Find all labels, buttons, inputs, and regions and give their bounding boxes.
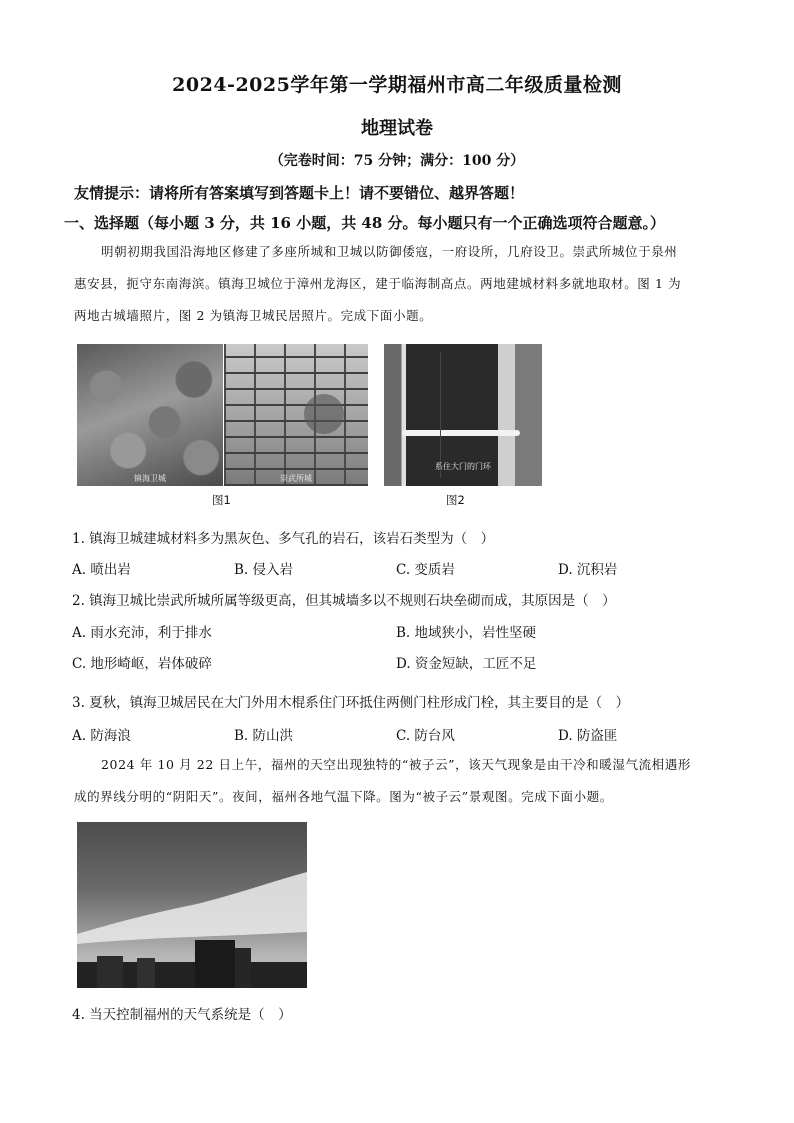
question-2-option-c: C. 地形崎岖，岩体破碎 — [72, 656, 212, 672]
question-3-option-d: D. 防盗匪 — [558, 728, 618, 744]
photo-zhenhai-wall — [77, 344, 223, 486]
fig1-caption: 图1 — [212, 493, 231, 507]
passage1-line1: 明朝初期我国沿海地区修建了多座所城和卫城以防御倭寇，一府设所，几府设卫。崇武所城位于泉州 — [101, 244, 678, 259]
question-3-option-a: A. 防海浪 — [72, 728, 131, 744]
question-2-option-b: B. 地域狭小，岩性坚硬 — [396, 625, 537, 641]
question-4-stem: 4. 当天控制福州的天气系统是（ ） — [72, 1007, 292, 1023]
exam-title: 2024-2025学年第一学期福州市高二年级质量检测 — [172, 74, 622, 96]
question-3-stem: 3. 夏秋，镇海卫城居民在大门外用木棍系住门环抵住两侧门柱形成门栓，其主要目的是（ ） — [72, 695, 630, 711]
passage2-line1: 2024 年 10 月 22 日上午，福州的天空出现独特的“被子云”，该天气现象是由干冷和暖湿气流相遇形 — [101, 757, 691, 772]
photo-door — [384, 344, 542, 486]
photo-chongwu-wall — [224, 344, 368, 486]
section-heading: 一、选择题（每小题 3 分，共 16 小题，共 48 分。每小题只有一个正确选项符合题意。） — [64, 214, 666, 232]
wooden-bar — [402, 430, 520, 436]
building-shape-2 — [235, 948, 251, 988]
building-shape-4 — [137, 958, 155, 988]
friendly-tip: 友情提示：请将所有答案填写到答题卡上！请不要错位、越界答题！ — [74, 184, 525, 202]
photo-quilt-cloud — [77, 822, 307, 988]
question-1-option-b: B. 侵入岩 — [234, 562, 294, 578]
question-1-option-c: C. 变质岩 — [396, 562, 455, 578]
time-note: （完卷时间：75 分钟；满分：100 分） — [269, 153, 525, 169]
passage2-line2: 成的界线分明的“阴阳天”。夜间，福州各地气温下降。图为“被子云”景观图。完成下面小题。 — [74, 789, 613, 804]
question-3-option-c: C. 防台风 — [396, 728, 455, 744]
question-1-stem: 1. 镇海卫城建城材料多为黑灰色、多气孔的岩石，该岩石类型为（ ） — [72, 531, 495, 547]
shrub-shape — [304, 394, 344, 434]
question-1-option-a: A. 喷出岩 — [72, 562, 131, 578]
cloud-edge-shape — [77, 872, 307, 944]
question-2-stem: 2. 镇海卫城比崇武所城所属等级更高，但其城墙多以不规则石块垒砌而成，其原因是（ ） — [72, 593, 616, 609]
fig2-caption: 图2 — [446, 493, 465, 507]
question-2-option-d: D. 资金短缺，工匠不足 — [396, 656, 537, 672]
passage1-line3: 两地古城墙照片，图 2 为镇海卫城民居照片。完成下面小题。 — [74, 308, 433, 323]
question-3-option-b: B. 防山洪 — [234, 728, 294, 744]
cloud-scene-svg — [77, 822, 307, 988]
exam-subject: 地理试卷 — [361, 118, 433, 139]
building-shape — [195, 940, 235, 988]
question-2-option-a: A. 雨水充沛，利于排水 — [72, 625, 212, 641]
door-seam — [440, 352, 441, 478]
question-1-option-d: D. 沉积岩 — [558, 562, 618, 578]
photo-door-label: 系住大门的门环 — [435, 462, 491, 471]
passage1-line2: 惠安县，扼守东南海滨。镇海卫城位于漳州龙海区，建于临海制高点。两地建城材料多就地取材。图 1 为 — [74, 276, 682, 291]
photo-zhenhai-label: 镇海卫城 — [134, 474, 166, 483]
building-shape-3 — [97, 956, 123, 988]
photo-chongwu-label: 崇武所城 — [280, 474, 312, 483]
